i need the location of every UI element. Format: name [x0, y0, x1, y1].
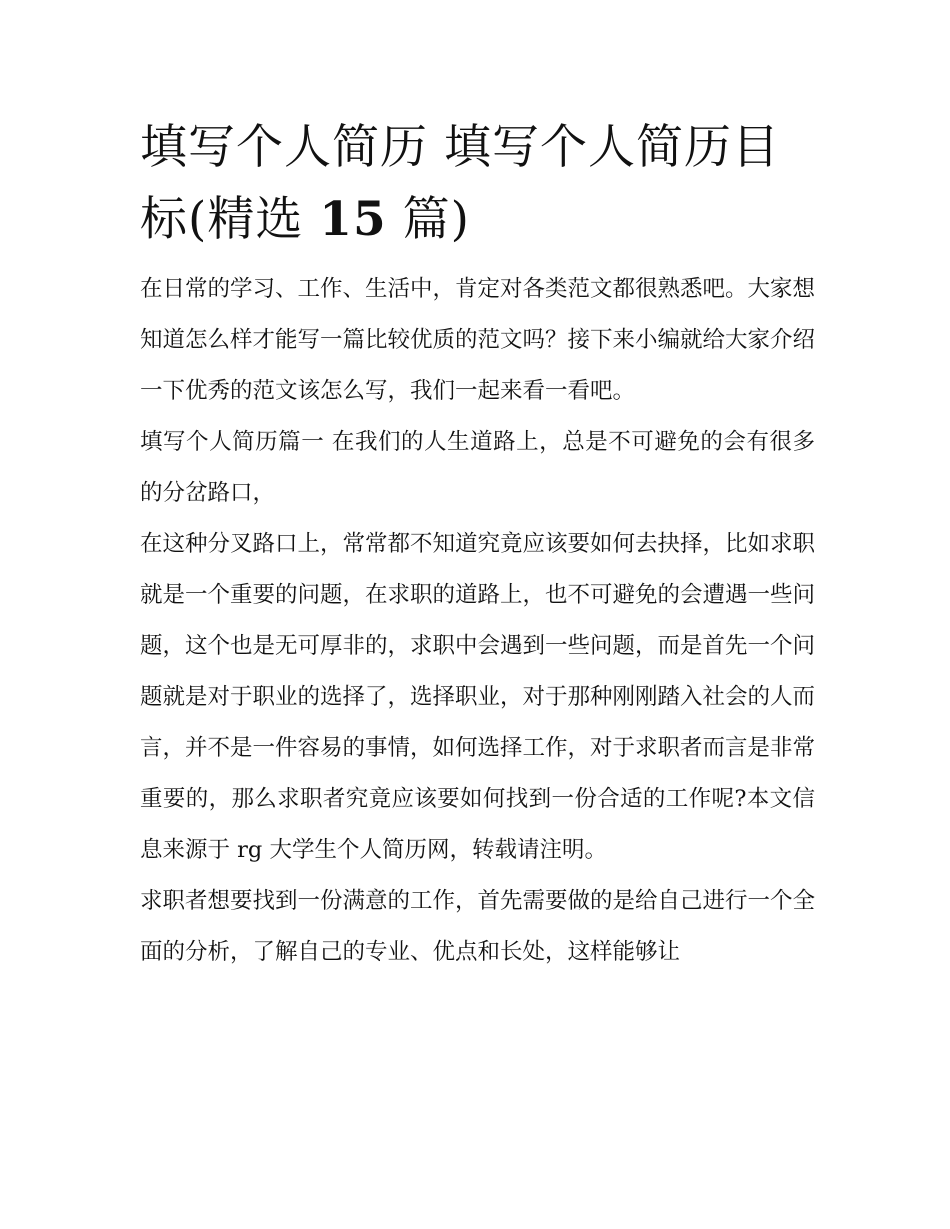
paragraph-career-choice: 在这种分叉路口上，常常都不知道究竟应该要如何去抉择，比如求职就是一个重要的问题，在求职的道路上，也不可避免的会遭遇一些问题，这个也是无可厚非的，求职中会遇到一些问题，而是首先一个问题就是对于职业的选择了，选择职业，对于那种刚刚踏入社会的人而言，并不是一件容易的事情，如何选择工作，对于求职者而言是非常重要的，那么求职者究竟应该要如何找到一份合适的工作呢?本文信息来源于 rg 大学生个人简历网，转载请注明。 [140, 531, 816, 863]
document-page [140, 112, 815, 978]
title-text-part2: 篇) [402, 192, 470, 247]
paragraph-self-analysis: 求职者想要找到一份满意的工作，首先需要做的是给自己进行一个全面的分析，了解自己的专业、优点和长处，这样能够让 [140, 888, 816, 965]
title-number: 15 [319, 192, 387, 247]
paragraph-section1-opening: 填写个人简历篇一 在我们的人生道路上，总是不可避免的会有很多的分岔路口， [140, 429, 815, 506]
paragraph-intro: 在日常的学习、工作、生活中，肯定对各类范文都很熟悉吧。大家想知道怎么样才能写一篇比较优质的范文吗？接下来小编就给大家介绍一下优秀的范文该怎么写，我们一起来看一看吧。 [140, 276, 816, 404]
document-title [140, 112, 815, 256]
title-text-part1: 填写个人简历 填写个人简历目标(精选 [140, 120, 780, 247]
